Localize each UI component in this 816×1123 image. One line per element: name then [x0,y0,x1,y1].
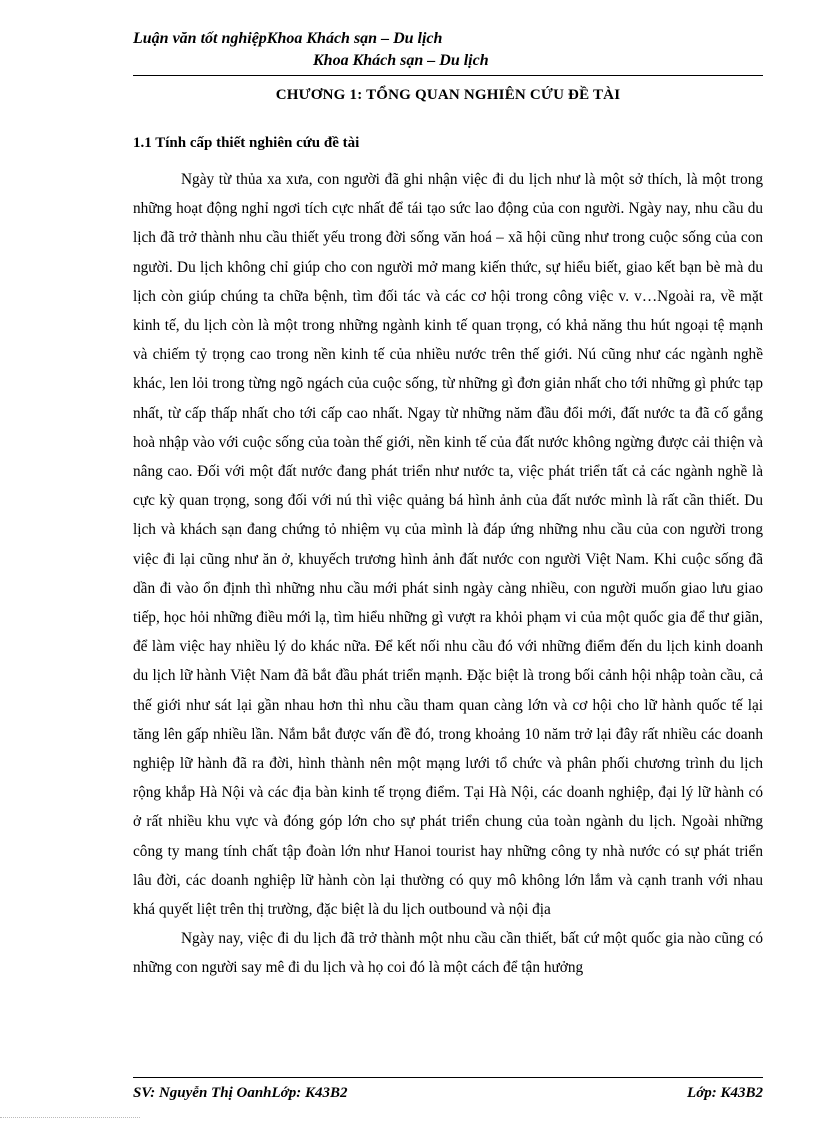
paragraph-1: Ngày từ thủa xa xưa, con người đã ghi nhận việc đi du lịch như là một sở thích, là một trong những hoạt động nghỉ ngơi tích cực nhất để tái tạo sức lao động của con người. Ngày nay, nhu cầu du lịch đã trở thành nhu cầu thiết yếu trong đời sống văn hoá – xã hội cũng như trong cuộc sống của con người. Du lịch không chỉ giúp cho con người mở mang kiến thức, sự hiểu biết, giao kết bạn bè mà du lịch còn giúp chúng ta chữa bệnh, tìm đối tác và các cơ hội trong công việc v. v…Ngoài ra, về mặt kinh tế, du lịch còn là một trong những ngành kinh tế quan trọng, có khả năng thu hút ngoại tệ mạnh và chiếm tỷ trọng cao trong nền kinh tế của nhiều nước trên thế giới. Nú cũng như các ngành nghề khác, len lỏi trong từng ngõ ngách của cuộc sống, từ những gì đơn giản nhất cho tới những gì phức tạp nhất, từ cấp thấp nhất cho tới cấp cao nhất. Ngay từ những năm đầu đổi mới, đất nước ta đã cố gắng hoà nhập vào với cuộc sống của toàn thế giới, nền kinh tế của đất nước không ngừng được cải thiện và nâng cao. Đối với một đất nước đang phát triển như nước ta, việc phát triển tất cả các ngành nghề là cực kỳ quan trọng, song đối với nú thì việc quảng bá hình ảnh của đất nước mình là rất cần thiết. Du lịch và khách sạn đang chứng tỏ nhiệm vụ của mình là đáp ứng những nhu cầu của con người trong việc đi lại cũng như ăn ở, khuyếch trương hình ảnh đất nước con người Việt Nam. Khi cuộc sống đã dần đi vào ổn định thì những nhu cầu mới phát sinh ngày càng nhiều, con người muốn giao lưu giao tiếp, học hỏi những điều mới lạ, tìm hiểu những gì vượt ra khỏi phạm vi của một quốc gia để thư giãn, để làm việc hay nhiều lý do khác nữa. Để kết nối nhu cầu đó với những điểm đến du lịch kinh doanh du lịch lữ hành Việt Nam đã bắt đầu phát triển mạnh. Đặc biệt là trong bối cảnh hội nhập toàn cầu, cả thế giới như sát lại gần nhau hơn thì nhu cầu tham quan càng lớn và cơ hội cho lữ hành quốc tế lại tăng lên gấp nhiều lần. Nắm bắt được vấn đề đó, trong khoảng 10 năm trở lại đây rất nhiều các doanh nghiệp lữ hành đã ra đời, hình thành nên một mạng lưới tổ chức và phân phối chương trình du lịch rộng khắp Hà Nội và các địa bàn kinh tế trọng điểm. Tại Hà Nội, các doanh nghiệp, đại lý lữ hành có ở rất nhiều khu vực và đóng góp lớn cho sự phát triển chung của toàn ngành du lịch. Ngoài những công ty mang tính chất tập đoàn lớn như Hanoi tourist hay những công ty nhà nước có sự phát triển lâu đời, các doanh nghiệp lữ hành còn lại thường có quy mô không lớn lắm và cạnh tranh với nhau khá quyết liệt trên thị trường, đặc biệt là du lịch outbound và nội địa [133,171,763,919]
page-edge-mark [0,1117,140,1118]
chapter-title: CHƯƠNG 1: TỔNG QUAN NGHIÊN CỨU ĐỀ TÀI [275,87,621,103]
header-line-2: Khoa Khách sạn – Du lịch [313,52,489,69]
header-line-1: Luận văn tốt nghiệpKhoa Khách sạn – Du lịch [133,30,443,47]
page-header [133,28,763,72]
body-text [133,165,763,983]
page-footer [133,1083,763,1103]
section-title: 1.1 Tính cấp thiết nghiên cứu đề tài [133,135,360,151]
header-divider [133,75,763,76]
footer-class: Lớp: K43B2 [687,1085,763,1101]
footer-student: SV: Nguyễn Thị OanhLớp: K43B2 [133,1085,348,1101]
footer-divider [133,1077,763,1078]
paragraph-2: Ngày nay, việc đi du lịch đã trở thành một nhu cầu cần thiết, bất cứ một quốc gia nào cũng có những con người say mê đi du lịch và họ coi đó là một cách để tận hưởng [133,930,763,977]
